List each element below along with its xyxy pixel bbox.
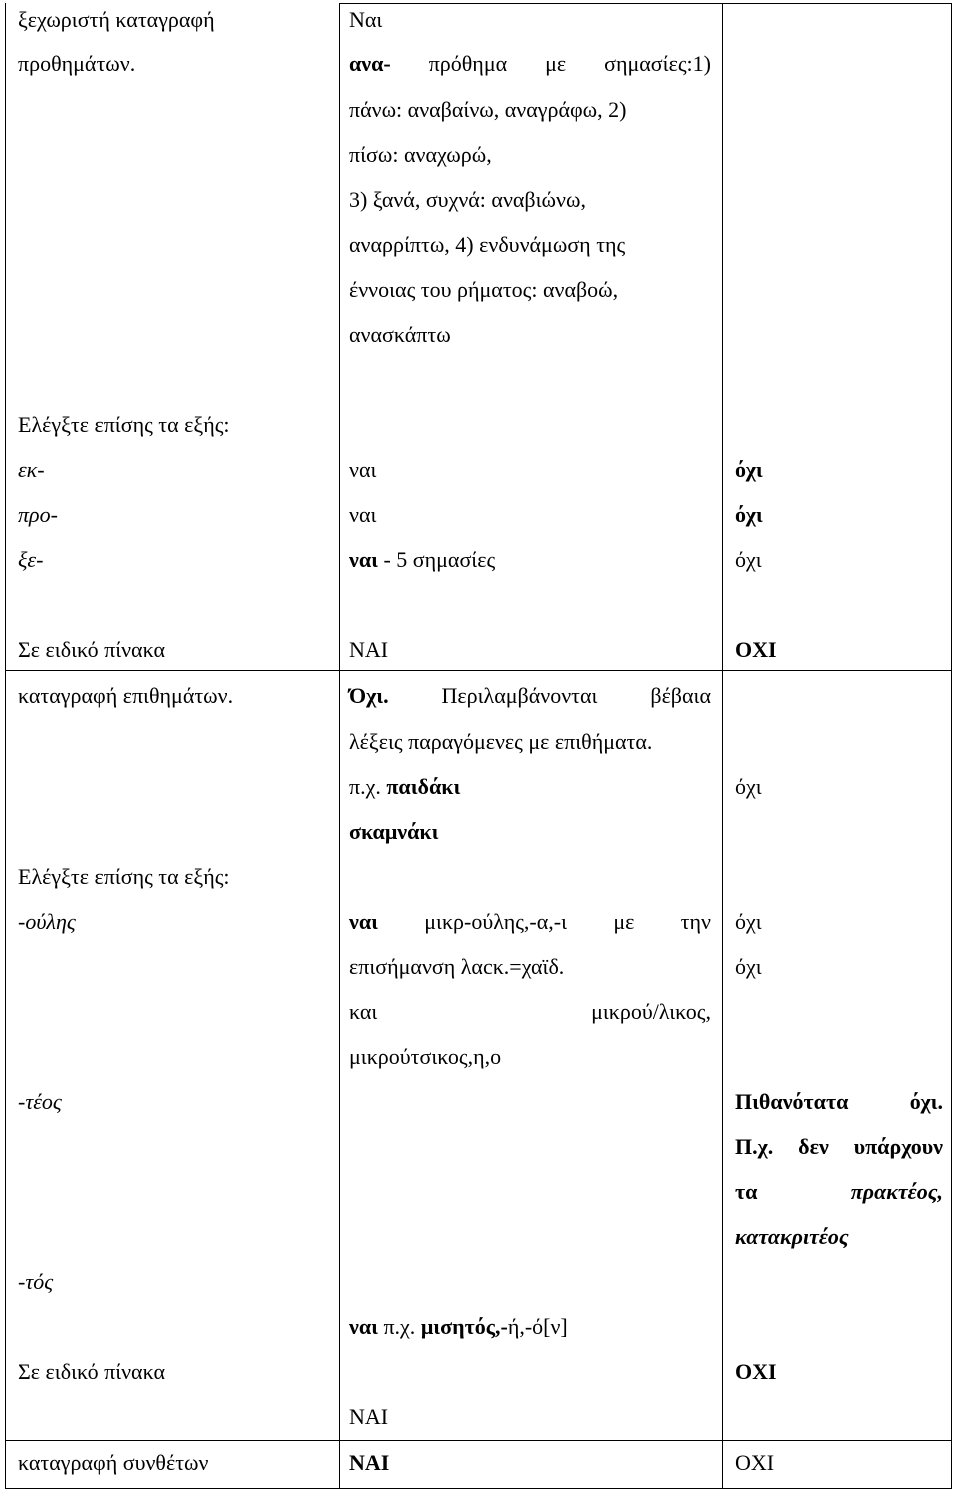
word: υπάρχουν <box>853 1134 943 1159</box>
suffix-oulis: -ούλης <box>18 909 76 934</box>
row2-answer-line1 <box>349 683 711 709</box>
suffix-oulis-note-2: όχι <box>735 954 762 979</box>
prefix-kse-value <box>349 547 495 573</box>
row1-definition-line6: έννοιας του ρήματος: αναβοώ, <box>349 277 619 302</box>
row-divider-2 <box>5 1440 952 1441</box>
example-word: μισητός,- <box>420 1314 508 1339</box>
prefix-ana: ανα- <box>349 51 391 76</box>
suffix-tos: -τός <box>18 1269 54 1294</box>
word: όχι. <box>909 1089 943 1114</box>
column-divider-1 <box>339 3 340 1489</box>
word: με <box>545 51 567 76</box>
row2-special-table-no: ΟΧΙ <box>735 1359 777 1384</box>
prefix-pro-value: ναι <box>349 502 377 527</box>
row1-definition-line1 <box>349 51 711 77</box>
word: σημασίες:1) <box>604 51 711 76</box>
table-border-right <box>951 3 952 1489</box>
prefix-ek-note: όχι <box>735 457 763 482</box>
suffix-oulis-note-1: όχι <box>735 909 762 934</box>
prefix-pro-note: όχι <box>735 502 763 527</box>
row2-note: όχι <box>735 774 762 799</box>
suffix-teos-note-line2 <box>735 1134 943 1160</box>
column-divider-2 <box>722 3 723 1489</box>
row3-yes: ΝΑΙ <box>349 1450 390 1475</box>
example-prefix: π.χ. <box>377 1314 421 1339</box>
row3-no: ΟΧΙ <box>735 1450 775 1475</box>
word: Περιλαμβάνονται <box>441 683 598 708</box>
row2-check-label: Ελέγξτε επίσης τα εξής: <box>18 864 230 889</box>
row2-label: καταγραφή επιθημάτων. <box>18 683 234 708</box>
suffix-tos-value <box>349 1314 568 1340</box>
value-yes: ναι <box>349 547 378 572</box>
example-endings: ή,-ό[ν] <box>507 1314 568 1339</box>
prefix-kse: ξε- <box>18 547 44 572</box>
row1-answer-head: Ναι <box>349 7 383 32</box>
word: μικρού/λικος, <box>591 999 711 1024</box>
row1-special-table-no: ΟΧΙ <box>735 637 777 662</box>
row2-answer-line2: λέξεις παραγόμενες με επιθήματα. <box>349 729 653 754</box>
value-suffix: - 5 σημασίες <box>377 547 496 572</box>
suffix-oulis-value-line3 <box>349 999 711 1025</box>
row1-definition-line3: πίσω: αναχωρώ, <box>349 142 492 167</box>
row1-check-label: Ελέγξτε επίσης τα εξής: <box>18 412 230 437</box>
word: τα <box>735 1179 758 1204</box>
answer-no: Όχι. <box>349 683 389 708</box>
row1-special-table-yes: ΝΑΙ <box>349 637 389 662</box>
word: Πιθανότατα <box>735 1089 849 1114</box>
row1-definition-line7: ανασκάπτω <box>349 322 451 347</box>
prefix-kse-note: όχι <box>735 547 762 572</box>
value-yes: ναι <box>349 1314 378 1339</box>
example-prefix: π.χ. <box>349 774 381 799</box>
suffix-oulis-value-line1 <box>349 909 711 935</box>
table-border-bottom <box>5 1488 952 1489</box>
row-divider-1 <box>5 670 952 671</box>
suffix-oulis-value-line4: μικρούτσικος,η,ο <box>349 1044 502 1069</box>
value-yes: ναι <box>349 909 378 934</box>
suffix-teos: -τέος <box>18 1089 62 1114</box>
row1-definition-line4: 3) ξανά, συχνά: αναβιώνω, <box>349 187 586 212</box>
row2-special-table-yes: ΝΑΙ <box>349 1404 389 1429</box>
word: πρακτέος, <box>850 1179 943 1204</box>
suffix-teos-note-line3 <box>735 1179 943 1205</box>
word: μικρ-ούλης,-α,-ι <box>424 909 568 934</box>
row1-label-line1: ξεχωριστή καταγραφή <box>18 7 215 32</box>
prefix-pro: προ- <box>18 502 58 527</box>
row1-label-line2: προθημάτων. <box>18 51 136 76</box>
word: δεν <box>798 1134 829 1159</box>
suffix-teos-note-line4: κατακριτέος <box>735 1224 849 1249</box>
row2-special-table-label: Σε ειδικό πίνακα <box>18 1359 166 1384</box>
row1-definition-line2: πάνω: αναβαίνω, αναγράφω, 2) <box>349 97 627 122</box>
table-border-left <box>5 3 6 1489</box>
row1-special-table-label: Σε ειδικό πίνακα <box>18 637 166 662</box>
prefix-ek: εκ- <box>18 457 45 482</box>
row2-example-line <box>349 774 460 800</box>
word: πρόθημα <box>428 51 508 76</box>
row1-definition-line5: αναρρίπτω, 4) ενδυνάμωση της <box>349 232 626 257</box>
suffix-oulis-value-line2: επισήμανση λαcκ.=χαϊδ. <box>349 954 565 979</box>
prefix-ek-value: ναι <box>349 457 377 482</box>
word: με <box>613 909 635 934</box>
row3-label: καταγραφή συνθέτων <box>18 1450 209 1475</box>
suffix-teos-note-line1 <box>735 1089 943 1115</box>
row2-example-word-2: σκαμνάκι <box>349 819 439 844</box>
table-border-top <box>339 3 952 4</box>
word: την <box>680 909 711 934</box>
word: και <box>349 999 378 1024</box>
word: βέβαια <box>650 683 711 708</box>
word: Π.χ. <box>735 1134 774 1159</box>
example-word-1: παιδάκι <box>386 774 461 799</box>
